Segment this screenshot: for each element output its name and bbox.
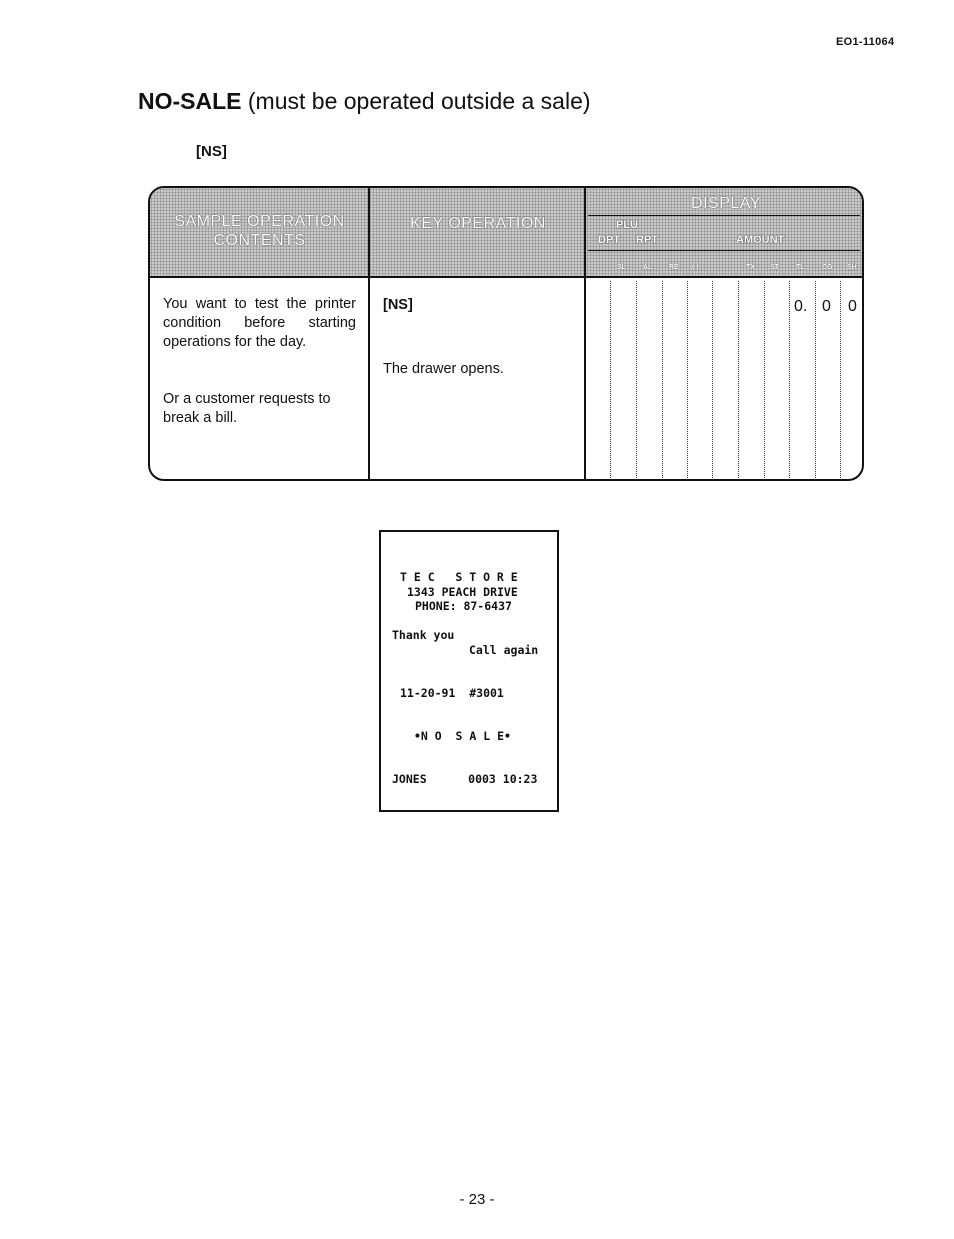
receipt-call-again: Call again [469,643,539,657]
display-indicator: ST [770,264,779,271]
receipt [379,530,559,812]
display-grid-line [712,281,713,478]
display-label-rpt: RPT [636,234,658,246]
header-key-operation: KEY OPERATION [410,215,546,232]
receipt-phone: PHONE: 87-6437 [415,599,512,613]
receipt-thanks: Thank you [392,628,455,642]
document-code: EO1-11064 [836,36,895,48]
page-title [138,88,591,115]
receipt-address: 1343 PEACH DRIVE [407,585,518,599]
receipt-date-line: 11-20-91 #3001 [400,686,504,700]
key-operation-key: [NS] [383,297,413,313]
display-grid-line [738,281,739,478]
display-grid-line [610,281,611,478]
display-indicator: TL [796,264,805,271]
sample-text-1: You want to test the printer condition before starting operations for the day. [163,296,356,350]
display-indicator: TX [746,264,755,271]
receipt-no-sale: •N O S A L E• [414,729,511,743]
display-digit: 0 [822,298,831,315]
display-indicator: ( ) [692,264,699,271]
header-sample-operation [150,212,369,250]
display-grid-line [636,281,637,478]
sample-text-2: Or a customer requests to break a bill. [163,391,331,426]
key-operation-result: The drawer opens. [383,361,504,377]
title-rest: (must be operated outside a sale) [247,88,591,114]
display-grid-line [815,281,816,478]
display-indicator: SL [617,264,626,271]
header-sample-line1: SAMPLE OPERATION [174,213,345,230]
display-indicator: SH [847,264,857,271]
display-indicator: RE [669,264,679,271]
receipt-footer: JONES 0003 10:23 [392,772,538,786]
display-grid-line [687,281,688,478]
key-label: [NS] [196,143,227,160]
display-label-dpt: DPT [598,234,620,246]
title-bold: NO-SALE [138,88,242,114]
display-grid-line [840,281,841,478]
display-grid-line [789,281,790,478]
receipt-store-name: T E C S T O R E [400,570,518,584]
display-grid-line [662,281,663,478]
header-key-bg [369,188,586,278]
display-line [588,250,860,251]
display-line [588,215,860,216]
header-sample-line2: CONTENTS [213,232,306,249]
display-label-amount: AMOUNT [736,234,785,246]
display-label-plu: PLU [616,219,638,231]
display-indicator: CG [822,264,833,271]
display-digit: 0 [848,298,857,315]
page-number: - 23 - [459,1191,495,1208]
display-grid-line [764,281,765,478]
display-digit: 0. [794,298,808,315]
display-indicator: AL [643,264,653,271]
operation-table [148,186,864,481]
header-display: DISPLAY [691,195,761,212]
